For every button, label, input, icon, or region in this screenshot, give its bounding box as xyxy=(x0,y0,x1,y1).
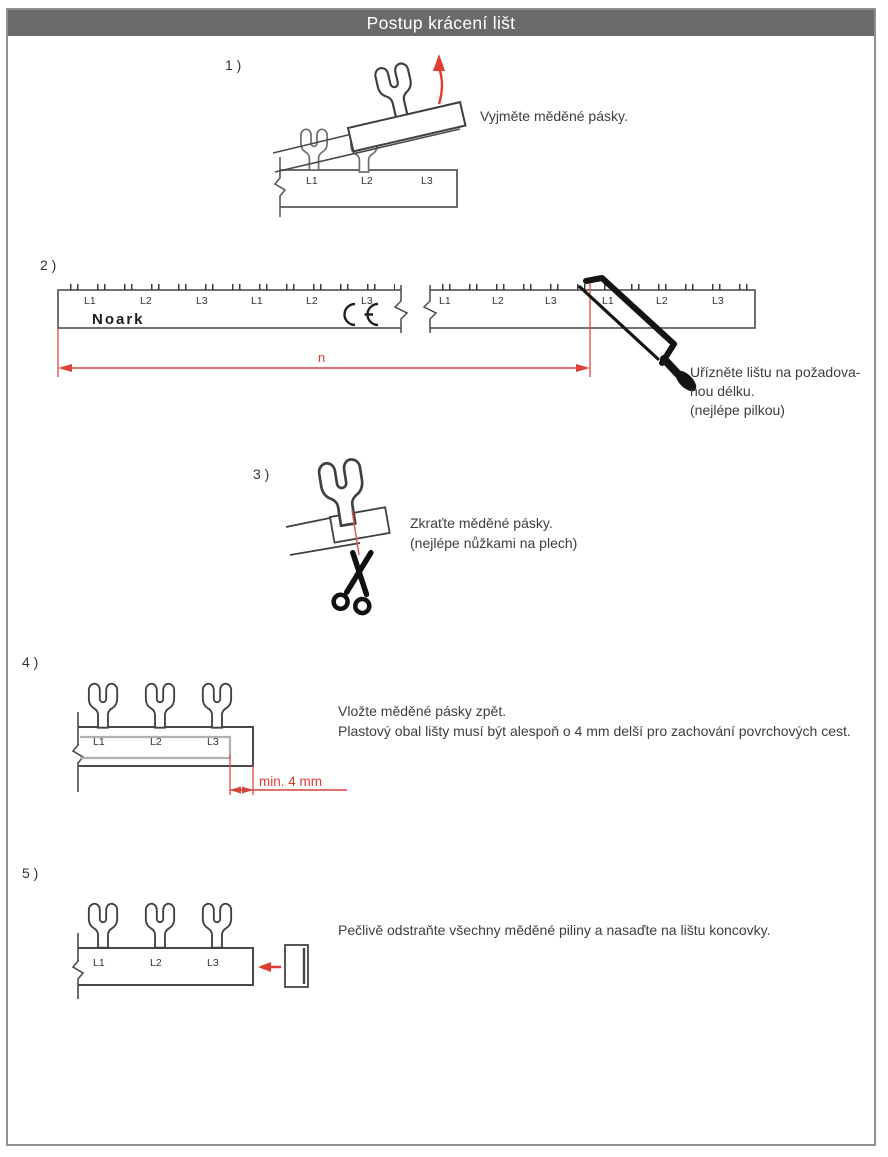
caption-line: nou délku. xyxy=(690,383,755,399)
phase-label: L3 xyxy=(196,295,208,307)
lift-arrow-icon xyxy=(433,54,445,104)
step-2-caption xyxy=(690,363,875,420)
phase-label: L1 xyxy=(306,175,318,187)
phase-label: L1 xyxy=(93,957,105,969)
insert-arrow-icon xyxy=(258,962,281,972)
phase-label: L2 xyxy=(150,957,162,969)
fork-terminals xyxy=(89,904,231,948)
dimension-label: n xyxy=(318,350,326,365)
fork-terminals xyxy=(89,684,231,728)
page-header xyxy=(8,10,874,36)
lifted-copper-strip xyxy=(337,52,466,151)
phase-label: L2 xyxy=(656,295,668,307)
step-4-number: 4 ) xyxy=(22,654,39,670)
phase-label: L1 xyxy=(439,295,451,307)
busbar-segment-2 xyxy=(430,290,755,328)
caption-line: (nejlépe pilkou) xyxy=(690,402,785,418)
scissors-icon xyxy=(333,549,375,613)
phase-label: L1 xyxy=(84,295,96,307)
step-3-caption xyxy=(410,513,577,553)
caption-line: Vložte měděné pásky zpět. xyxy=(338,703,507,719)
step-5-number: 5 ) xyxy=(22,865,39,881)
caption-line: Uřízněte lištu na požadova- xyxy=(690,364,861,380)
phase-label: L2 xyxy=(361,175,373,187)
caption-line: Zkraťte měděné pásky. xyxy=(410,515,553,531)
phase-label: L3 xyxy=(361,295,373,307)
caption-line: (nejlépe nůžkami na plech) xyxy=(410,535,578,551)
step-2-number: 2 ) xyxy=(40,257,57,273)
caption-line: Plastový obal lišty musí být alespoň o 4 mm delší pro zachování povrchových cest. xyxy=(338,723,851,739)
phase-label: L2 xyxy=(492,295,504,307)
step-1-diagram xyxy=(258,50,488,220)
phase-label: L1 xyxy=(251,295,263,307)
strip-edge-line xyxy=(290,543,360,555)
phase-label: L3 xyxy=(712,295,724,307)
page-title: Postup krácení lišt xyxy=(366,12,516,33)
step-5-diagram xyxy=(55,875,395,1010)
step-2-diagram xyxy=(50,275,770,400)
end-cap xyxy=(285,945,308,987)
phase-label: L2 xyxy=(306,295,318,307)
step-1-caption: Vyjměte měděné pásky. xyxy=(480,108,628,124)
noark-logo: Noark xyxy=(92,311,145,328)
phase-label: L1 xyxy=(602,295,614,307)
length-dimension xyxy=(58,350,590,372)
step-4-caption xyxy=(338,701,878,741)
phase-label: L2 xyxy=(150,736,162,748)
phase-label: L3 xyxy=(207,736,219,748)
phase-label: L3 xyxy=(421,175,433,187)
step-3-number: 3 ) xyxy=(253,466,270,482)
phase-label: L3 xyxy=(545,295,557,307)
dimension-label: min. 4 mm xyxy=(259,774,323,789)
phase-label: L1 xyxy=(93,736,105,748)
step-1-number: 1 ) xyxy=(225,57,242,73)
phase-label: L2 xyxy=(140,295,152,307)
phase-label: L3 xyxy=(207,957,219,969)
step-5-caption: Pečlivě odstraňte všechny měděné piliny a nasaďte na lištu koncovky. xyxy=(338,922,771,938)
